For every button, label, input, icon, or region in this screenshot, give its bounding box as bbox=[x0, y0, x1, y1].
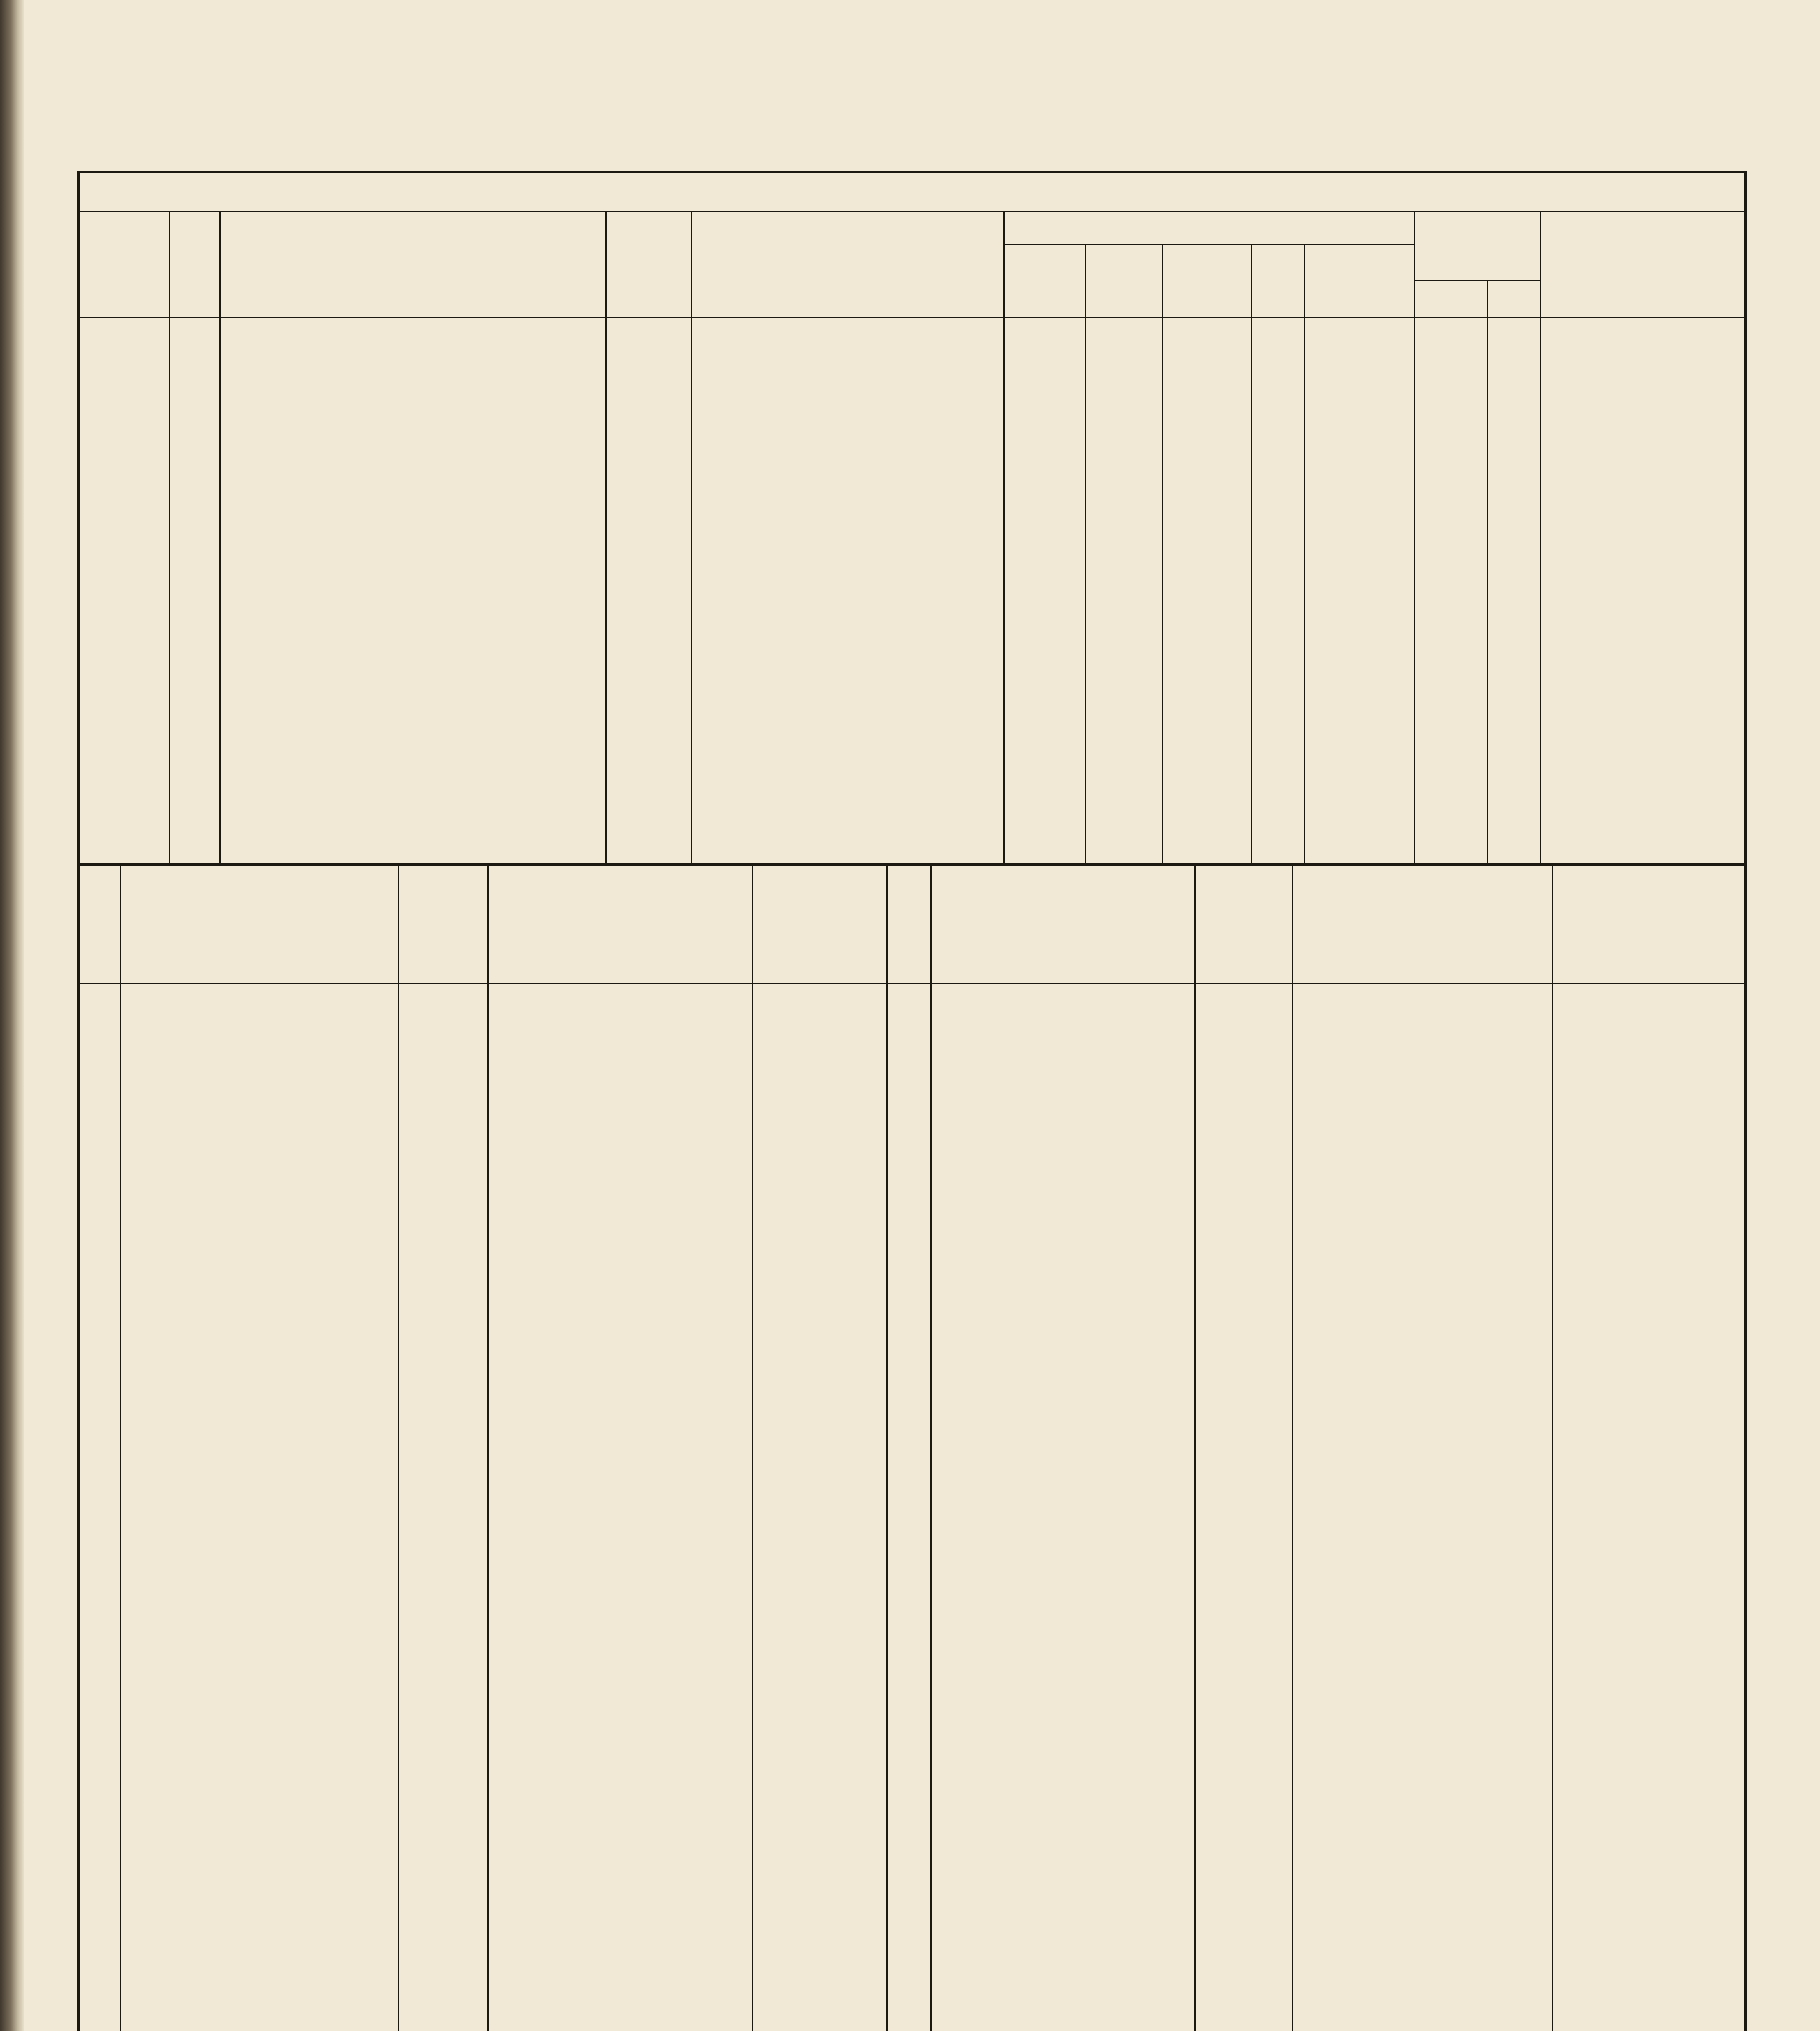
col-div bbox=[1085, 244, 1086, 863]
col-div bbox=[120, 863, 121, 2031]
col-div bbox=[1003, 211, 1005, 863]
header-bottom-rule bbox=[77, 317, 1747, 318]
col-div bbox=[398, 863, 399, 2031]
col-div bbox=[930, 863, 932, 2031]
header-top-rule bbox=[77, 211, 1747, 212]
col-div bbox=[219, 211, 221, 863]
col-div bbox=[752, 863, 753, 2031]
col-div bbox=[1251, 244, 1252, 863]
top-table-end-rule bbox=[77, 863, 1747, 866]
a-terme-rule bbox=[1003, 244, 1414, 245]
book-spine bbox=[0, 0, 24, 2031]
derniers-rule bbox=[1414, 280, 1540, 281]
col-div bbox=[1162, 244, 1163, 863]
col-div bbox=[1292, 863, 1293, 2031]
col-div bbox=[1552, 863, 1553, 2031]
bottom-header-rule bbox=[77, 983, 1747, 984]
col-div bbox=[488, 863, 489, 2031]
col-div bbox=[1304, 244, 1305, 863]
half-divider bbox=[886, 863, 888, 2031]
col-div bbox=[1487, 280, 1488, 863]
col-div bbox=[169, 211, 170, 863]
col-div bbox=[1540, 211, 1541, 863]
page-frame bbox=[77, 171, 1747, 2031]
col-div bbox=[691, 211, 692, 863]
col-div bbox=[1414, 211, 1415, 863]
col-div bbox=[1194, 863, 1196, 2031]
col-div bbox=[605, 211, 607, 863]
